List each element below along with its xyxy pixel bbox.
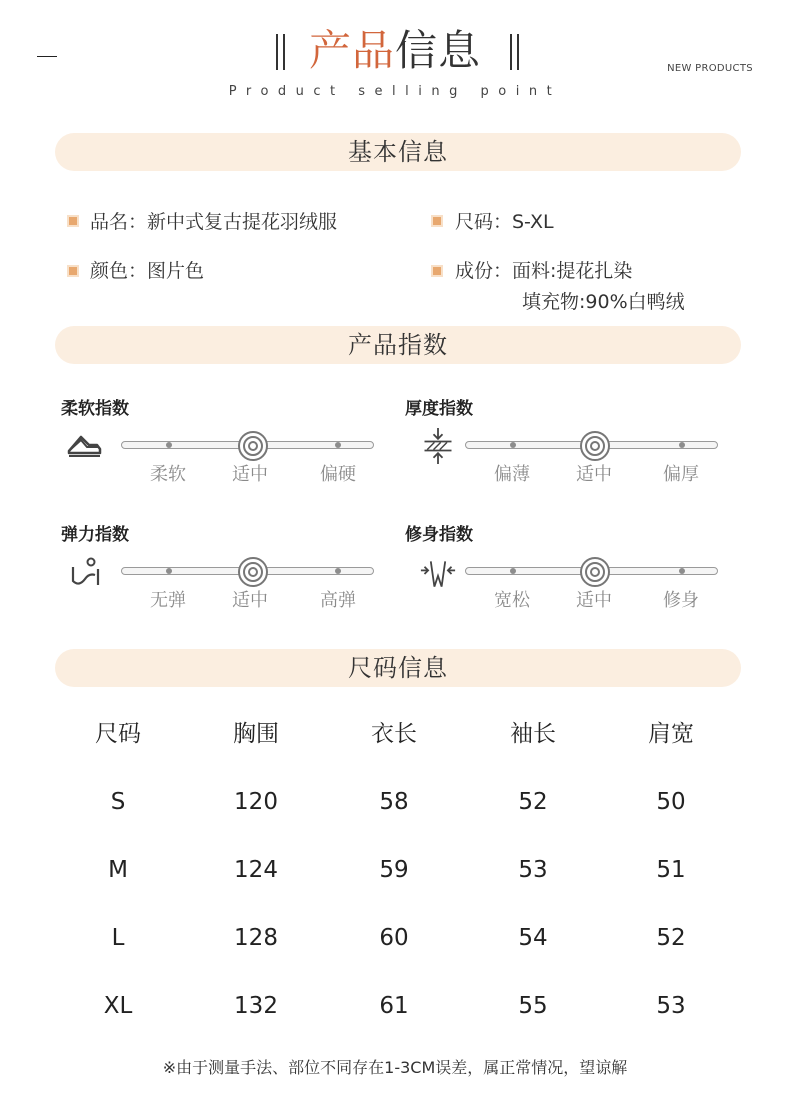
section-product-index: 产品指数	[55, 326, 741, 364]
measurement-note: ※由于测量手法、部位不同存在1-3CM误差，属正常情况，望谅解	[162, 1058, 628, 1077]
table-header: 袖长	[510, 721, 556, 747]
page-subtitle: Product selling point	[228, 84, 562, 99]
table-cell-sleeve: 52	[518, 789, 548, 815]
table-cell-shoulder: 53	[656, 993, 686, 1019]
page-title	[290, 24, 500, 78]
table-cell-shoulder: 51	[656, 857, 686, 883]
elasticity-tick-dot	[335, 568, 341, 574]
bullet-icon	[431, 215, 443, 227]
menu-lines-icon	[37, 56, 57, 64]
section-size-info: 尺码信息	[55, 649, 741, 687]
thickness-tick-label: 适中	[576, 464, 612, 485]
table-cell-sleeve: 55	[518, 993, 548, 1019]
table-header: 肩宽	[648, 721, 694, 747]
thickness-tick-dot	[679, 442, 685, 448]
new-products-label: NEW PRODUCTS	[667, 63, 753, 74]
table-cell-size: S	[110, 789, 126, 815]
title-right-bars	[510, 34, 519, 70]
bullet-icon	[67, 265, 79, 277]
softness-tick-label: 适中	[232, 464, 268, 485]
thickness-icon	[420, 428, 456, 464]
info-composition-fabric: 成份：面料:提花扎染	[455, 260, 633, 282]
softness-tick-dot	[335, 442, 341, 448]
table-cell-length: 59	[379, 857, 409, 883]
fit-tick-label: 适中	[576, 590, 612, 611]
softness-slider-knob	[238, 431, 268, 461]
softness-tick-label: 柔软	[150, 464, 186, 485]
bullet-icon	[431, 265, 443, 277]
fit-tick-label: 修身	[663, 590, 699, 611]
table-header: 尺码	[95, 721, 141, 747]
fit-tick-dot	[679, 568, 685, 574]
table-cell-chest: 120	[234, 789, 278, 815]
table-header: 衣长	[371, 721, 417, 747]
section-basic-info: 基本信息	[55, 133, 741, 171]
title-rest: 信息	[395, 26, 482, 75]
softness-index-title: 柔软指数	[61, 399, 129, 419]
thickness-index-title: 厚度指数	[405, 399, 473, 419]
title-left-bars	[276, 34, 285, 70]
elasticity-tick-dot	[166, 568, 172, 574]
thickness-slider-knob	[580, 431, 610, 461]
table-header: 胸围	[233, 721, 279, 747]
info-color: 颜色：图片色	[90, 260, 205, 282]
info-size-range: 尺码：S-XL	[455, 211, 554, 233]
thickness-tick-dot	[510, 442, 516, 448]
table-cell-size: L	[111, 925, 125, 951]
table-cell-chest: 128	[234, 925, 278, 951]
elasticity-slider-knob	[238, 557, 268, 587]
bullet-icon	[67, 215, 79, 227]
table-cell-shoulder: 50	[656, 789, 686, 815]
fit-index-title: 修身指数	[405, 525, 473, 545]
table-cell-size: M	[108, 857, 128, 883]
title-highlight: 产品	[308, 26, 395, 75]
table-cell-sleeve: 53	[518, 857, 548, 883]
table-cell-chest: 132	[234, 993, 278, 1019]
table-cell-shoulder: 52	[656, 925, 686, 951]
stretch-icon	[69, 555, 105, 591]
shoe-sole-icon	[67, 429, 103, 465]
thickness-tick-label: 偏薄	[494, 464, 530, 485]
table-cell-length: 60	[379, 925, 409, 951]
fit-tick-label: 宽松	[494, 590, 530, 611]
elasticity-tick-label: 高弹	[320, 590, 356, 611]
info-product-name: 品名：新中式复古提花羽绒服	[90, 211, 338, 233]
fit-tick-dot	[510, 568, 516, 574]
table-cell-length: 58	[379, 789, 409, 815]
thickness-tick-label: 偏厚	[663, 464, 699, 485]
table-cell-length: 61	[379, 993, 409, 1019]
table-cell-chest: 124	[234, 857, 278, 883]
elasticity-tick-label: 适中	[232, 590, 268, 611]
table-cell-size: XL	[103, 993, 133, 1019]
table-cell-sleeve: 54	[518, 925, 548, 951]
fit-icon	[420, 556, 456, 592]
info-composition-filling: 填充物:90%白鸭绒	[522, 291, 685, 313]
elasticity-index-title: 弹力指数	[61, 525, 129, 545]
elasticity-tick-label: 无弹	[150, 590, 186, 611]
softness-tick-label: 偏硬	[320, 464, 356, 485]
fit-slider-knob	[580, 557, 610, 587]
softness-tick-dot	[166, 442, 172, 448]
